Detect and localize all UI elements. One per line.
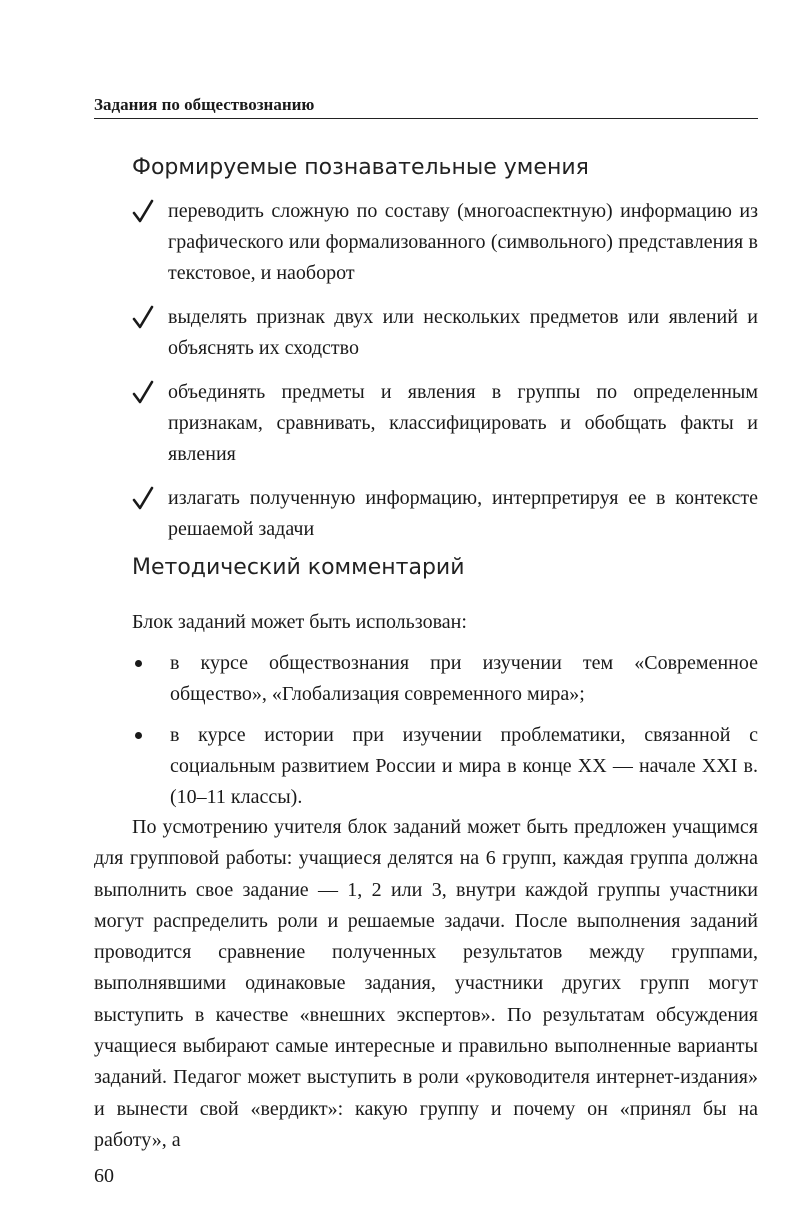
bullet-icon <box>135 732 142 739</box>
skills-list-item-text: выделять признак двух или нескольких предметов или явлений и объяснять их сходство <box>168 306 758 359</box>
page-number: 60 <box>94 1165 114 1187</box>
commentary-paragraph: По усмотрению учителя блок заданий может быть предложен учащимся для групповой работы: учащиеся делятся на 6 групп, каждая группа должна выполнить свое задание — 1, 2 или 3, внутри каждой группы участники могут распределить роли и решаемые задачи. После выполнения заданий проводится сравнение полученных результатов между группами, выполнявшими одинаковые задания, участники других групп могут выступить в качестве «внешних экспертов». По результатам обсуждения учащиеся выбирают самые интересные и правильно выполненные варианты заданий. Педагог может выступить в роли «руководителя интернет-издания» и вынести свой «вердикт»: какую группу и почему он «принял бы на работу», а <box>94 816 758 1151</box>
skills-list <box>132 196 758 558</box>
bullet-icon <box>135 660 142 667</box>
skills-section-title: Формируемые познавательные умения <box>132 155 589 180</box>
usage-list-item-text: в курсе обществознания при изучении тем «Современное общество», «Глобализация современного мира»; <box>170 652 758 705</box>
usage-list <box>132 648 758 823</box>
commentary-intro: Блок заданий может быть использован: <box>132 611 467 633</box>
commentary-section-title: Методический комментарий <box>132 555 465 580</box>
checkmark-icon <box>132 485 154 511</box>
usage-list-item-text: в курсе истории при изучении проблематики, связанной с социальным развитием России и мира в конце XX — начале XXI в. (10–11 классы). <box>170 724 758 808</box>
skills-list-item <box>132 483 758 545</box>
checkmark-icon <box>132 198 154 224</box>
skills-list-item <box>132 377 758 470</box>
running-head: Задания по обществознанию <box>94 94 758 119</box>
skills-list-item-text: переводить сложную по составу (многоаспектную) информацию из графического или формализованного (символьного) представления в текстовое, и наоборот <box>168 200 758 284</box>
checkmark-icon <box>132 379 154 405</box>
skills-list-item-text: излагать полученную информацию, интерпретируя ее в контексте решаемой задачи <box>168 487 758 540</box>
skills-list-item-text: объединять предметы и явления в группы по определенным признакам, сравнивать, классифицировать и обобщать факты и явления <box>168 381 758 465</box>
usage-list-item <box>132 720 758 813</box>
skills-list-item <box>132 196 758 289</box>
usage-list-item <box>132 648 758 710</box>
checkmark-icon <box>132 304 154 330</box>
skills-list-item <box>132 302 758 364</box>
